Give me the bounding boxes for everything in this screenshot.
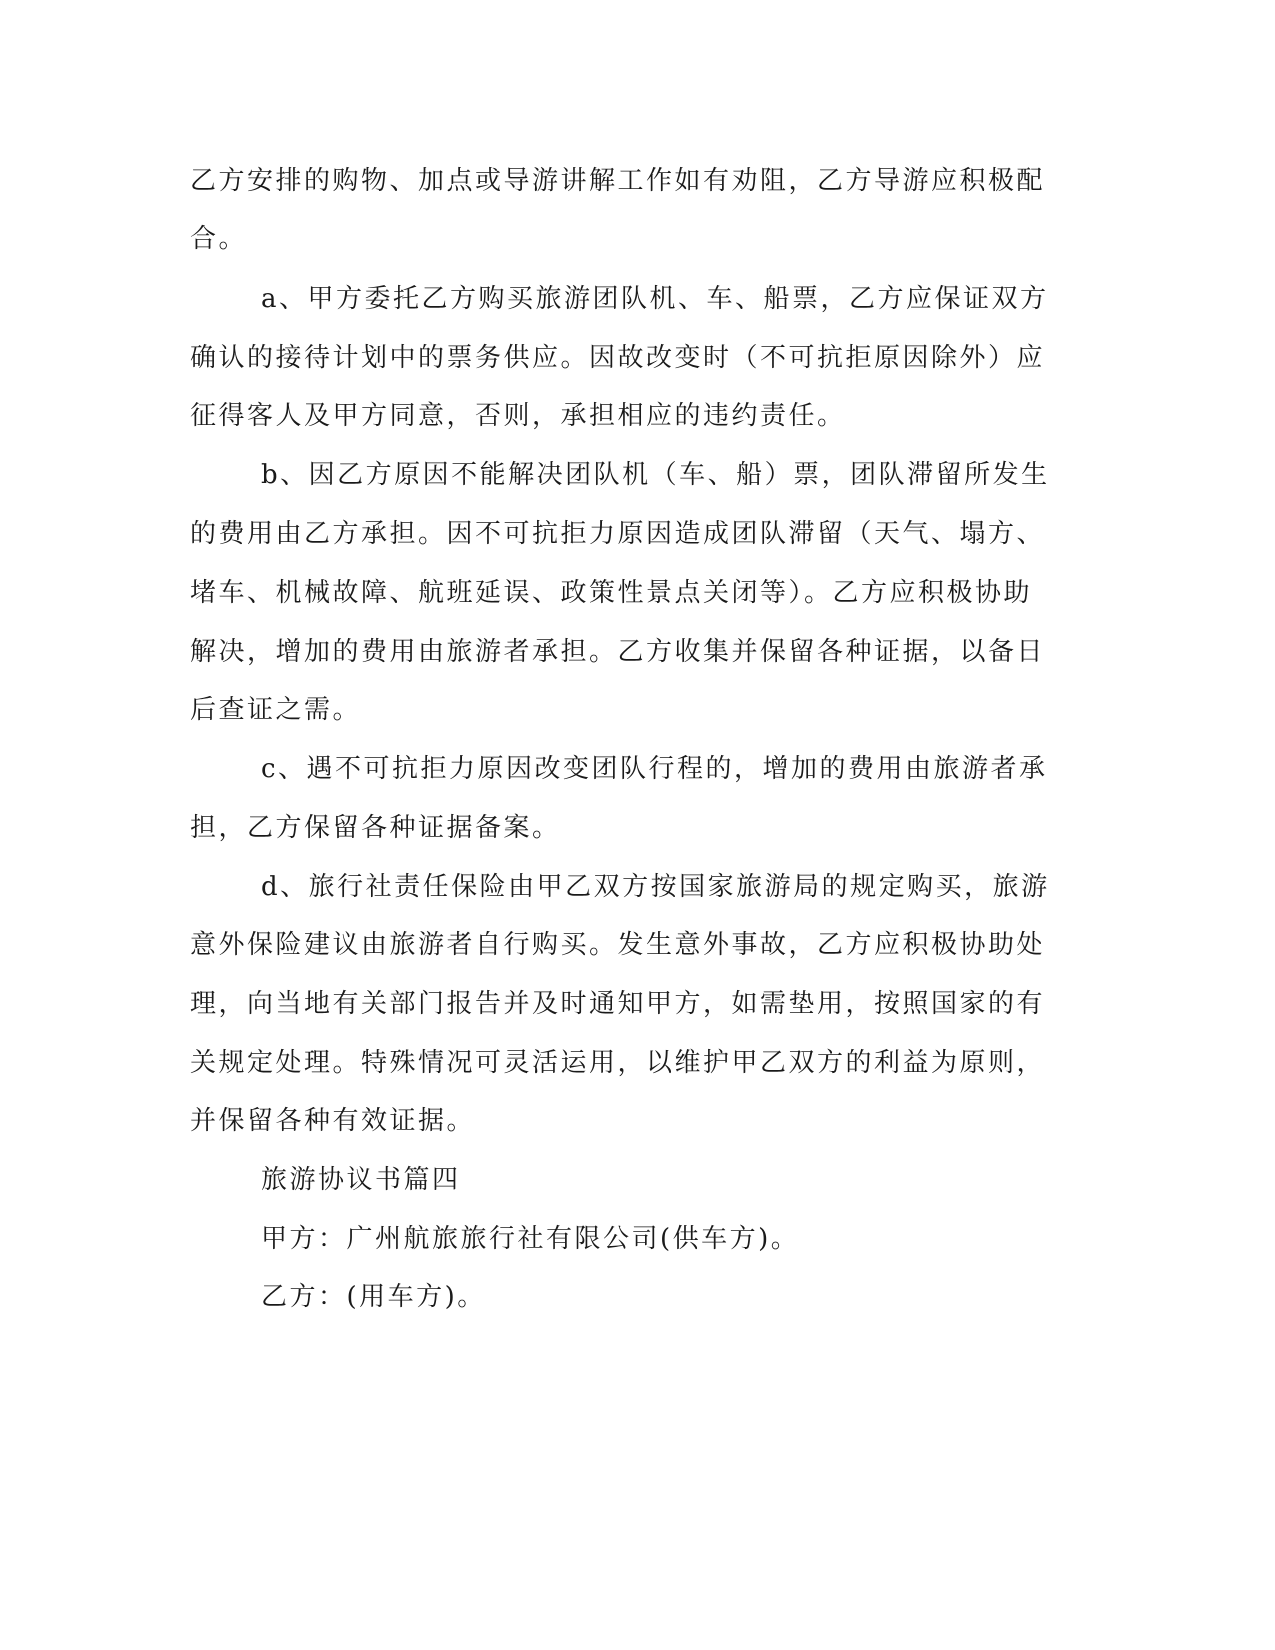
text-line: 担，乙方保留各种证据备案。 (190, 813, 561, 843)
text-line: 征得客人及甲方同意，否则，承担相应的违约责任。 (190, 401, 846, 431)
party-a-line: 甲方：广州航旅旅行社有限公司(供车方)。 (261, 1224, 800, 1254)
text-line: 合。 (190, 224, 248, 254)
text-line: 意外保险建议由旅游者自行购买。发生意外事故，乙方应积极协助处 (190, 930, 1046, 960)
section-heading: 旅游协议书篇四 (261, 1165, 461, 1195)
text-line: 确认的接待计划中的票务供应。因故改变时（不可抗拒原因除外）应 (190, 343, 1046, 373)
clause-b-first-line: b、因乙方原因不能解决团队机（车、船）票，团队滞留所发生 (261, 460, 1050, 490)
text-line: 解决，增加的费用由旅游者承担。乙方收集并保留各种证据，以备日 (190, 637, 1046, 667)
text-line: 后查证之需。 (190, 695, 362, 725)
text-line: 并保留各种有效证据。 (190, 1106, 476, 1136)
clause-d-first-line: d、旅行社责任保险由甲乙双方按国家旅游局的规定购买，旅游 (261, 872, 1050, 902)
party-b-line: 乙方：(用车方)。 (261, 1282, 486, 1312)
text-line: 的费用由乙方承担。因不可抗拒力原因造成团队滞留（天气、塌方、 (190, 519, 1046, 549)
clause-a-first-line: a、甲方委托乙方购买旅游团队机、车、船票，乙方应保证双方 (261, 284, 1049, 314)
text-line: 堵车、机械故障、航班延误、政策性景点关闭等）。乙方应积极协助 (190, 578, 1033, 608)
text-line: 关规定处理。特殊情况可灵活运用，以维护甲乙双方的利益为原则， (190, 1048, 1046, 1078)
clause-c-first-line: c、遇不可抗拒力原因改变团队行程的，增加的费用由旅游者承 (261, 754, 1048, 784)
text-line: 乙方安排的购物、加点或导游讲解工作如有劝阻，乙方导游应积极配 (190, 166, 1046, 196)
text-line: 理，向当地有关部门报告并及时通知甲方，如需垫用，按照国家的有 (190, 989, 1046, 1019)
